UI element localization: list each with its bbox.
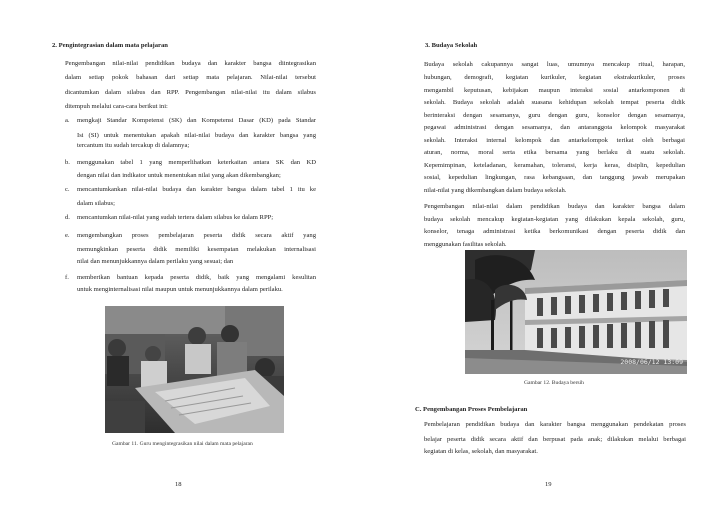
intro-line: dalam setiap pokok bahasan dari setiap mata pelajaran. Nilai-nilai tersebut: [65, 74, 316, 81]
section-title-pengintegrasian: 2. Pengintegrasian dalam mata pelajaran: [52, 42, 168, 49]
paragraph-line: belajar peserta didik secara aktif dan berpusat pada anak; dilakukan melalui berbagai: [424, 435, 686, 443]
list-marker: f.: [65, 274, 69, 281]
section-title-budaya-sekolah: 3. Budaya Sekolah: [425, 42, 478, 49]
list-item-line: mencantumkankan nilai-nilai budaya dan karakter bangsa dalam tabel 1 itu ke: [77, 186, 316, 193]
list-marker: d.: [65, 214, 70, 221]
page-number: 18: [175, 481, 182, 488]
paragraph-line: kegiatan di kelas, sekolah, dan masyarakat.: [424, 448, 538, 455]
intro-line: Pengembangan nilai-nilai pendidikan budaya dan karakter bangsa diintegrasikan: [65, 59, 316, 67]
paragraph-line: budaya sekolah mencakup kegiatan-kegiatan yang dilakukan kepala sekolah, guru,: [424, 215, 685, 223]
paragraph-line: hubungan, demografi, kegiatan kurikuler, kegiatan ekstrakurikuler, proses: [424, 74, 685, 81]
list-item-line: nilai dan menunjukkannya dalam perilaku yang sesuai; dan: [77, 258, 234, 265]
right-page: [364, 0, 728, 515]
photo-caption: Gambar 12. Budaya bersih: [524, 380, 584, 386]
paragraph-line: berinteraksi dengan sesamanya, guru dengan guru, konselor dengan sesamanya,: [424, 111, 685, 119]
paragraph-line: konselor, tenaga administrasi ketika berkomunikasi dengan peserta didik dan: [424, 228, 685, 235]
list-item-line: dengan nilai dan indikator untuk menentukan nilai yang akan dikembangkan;: [77, 172, 281, 179]
school-building-photo: [465, 250, 687, 374]
paragraph-line: sekolah. Interaksi internal kelompok dan antarkelompok terikat oleh berbagai: [424, 136, 685, 144]
paragraph-line: sekolah. Budaya sekolah adalah suasana kehidupan sekolah tempat peserta didik: [424, 99, 685, 106]
school-building-image: [465, 250, 687, 374]
photo-caption: Gambar 11. Guru mengintegrasikan nilai dalam mata pelajaran: [112, 441, 253, 447]
paragraph-line: nilai-nilai yang dikembangkan dalam budaya sekolah.: [424, 186, 567, 194]
paragraph-line: Budaya sekolah cakupannya sangat luas, umumnya mencakup ritual, harapan,: [424, 61, 685, 68]
paragraph-line: pegawai administrasi dengan sesamanya, dan antaranggota kelompok masyarakat: [424, 124, 685, 131]
photo-date-stamp: 2008/06/12 13:09: [620, 358, 683, 366]
list-item-line: dalam silabus;: [77, 200, 115, 207]
list-item-line: tercantum itu sudah tercakup di dalamnya;: [77, 142, 190, 149]
paragraph-line: mengambil keputusan, kebijakan maupun interaksi sosial antarkomponen di: [424, 86, 685, 94]
list-item-line: mengkaji Standar Kompetensi (SK) dan Kompetensi Dasar (KD) pada Standar: [77, 117, 316, 124]
list-item-line: menggunakan tabel 1 yang memperlihatkan keterkaitan antara SK dan KD: [77, 159, 316, 166]
paragraph-line: aturan, norma, moral serta etika bersama yang berlaku di suatu sekolah.: [424, 149, 685, 156]
list-item-line: untuk menginternalisasi nilai maupun untuk menunjukkannya dalam perilaku.: [77, 286, 283, 293]
classroom-photo-image: [105, 306, 284, 433]
intro-line: dicantumkan dalam silabus dan RPP. Pengembangan nilai-nilai itu dalam silabus: [65, 88, 316, 96]
paragraph-line: Pengembangan nilai-nilai dalam pendidikan budaya dan karakter bangsa dalam: [424, 203, 685, 210]
page-number: 19: [545, 481, 552, 488]
list-marker: b.: [65, 159, 70, 166]
list-item-line: mengembangkan proses pembelajaran peserta didik secara aktif yang: [77, 232, 316, 239]
list-item-line: mencantumkan nilai-nilai yang sudah tertera dalam silabus ke dalam RPP;: [77, 214, 274, 221]
paragraph-line: menggunakan fasilitas sekolah.: [424, 240, 507, 248]
list-marker: e.: [65, 232, 70, 239]
classroom-photo: [105, 306, 284, 433]
intro-line: ditempuh melalui cara-cara berikut ini:: [65, 103, 168, 110]
paragraph-line: Kepemimpinan, keteladanan, keramahan, toleransi, kerja keras, disiplin, kepedulian: [424, 161, 685, 169]
list-item-line: Isi (SI) untuk menentukan apakah nilai-nilai budaya dan karakter bangsa yang: [77, 131, 316, 139]
section-title-pengembangan-proses: C. Pengembangan Proses Pembelajaran: [415, 406, 528, 413]
list-item-line: memberikan bantuan kepada peserta didik, baik yang mengalami kesulitan: [77, 274, 316, 281]
list-marker: a.: [65, 117, 70, 124]
paragraph-line: sosial, kepedulian lingkungan, rasa kebangsaan, dan tanggung jawab merupakan: [424, 174, 685, 181]
list-item-line: memungkinkan peserta didik memiliki kesempatan melakukan internalisasi: [77, 245, 316, 253]
list-marker: c.: [65, 186, 70, 193]
paragraph-line: Pembelajaran pendidikan budaya dan karakter bangsa menggunakan pendekatan proses: [424, 421, 686, 428]
